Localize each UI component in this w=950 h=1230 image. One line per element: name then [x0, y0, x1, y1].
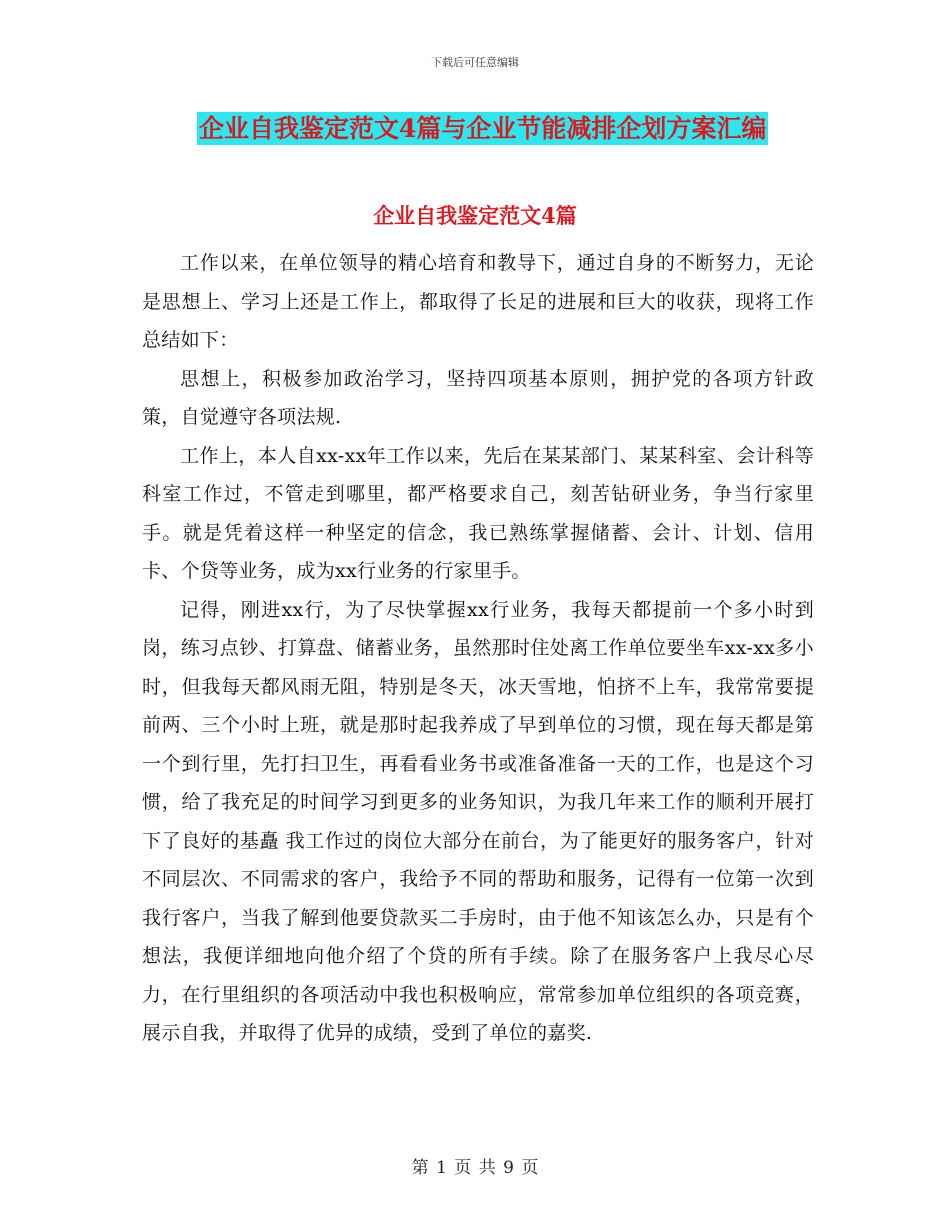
section-title: 企业自我鉴定范文4篇 [373, 203, 577, 228]
paragraph-ideology: 思想上，积极参加政治学习，坚持四项基本原则，拥护党的各项方针政策，自觉遵守各项法规. [142, 367, 814, 428]
document-title: 企业自我鉴定范文4篇与企业节能减排企划方案汇编 [199, 114, 767, 143]
paragraph-work: 工作上，本人自xx-xx年工作以来，先后在某某部门、某某科室、会计科等科室工作过，不管走到哪里，都严格要求自己，刻苦钻研业务，争当行家里手。就是凭着这样一种坚定的信念，我已熟练掌握储蓄、会计、计划、信用卡、个贷等业务，成为xx行业务的行家里手。 [142, 444, 814, 582]
paragraph-memory: 记得，刚进xx行，为了尽快掌握xx行业务，我每天都提前一个多小时到岗，练习点钞、打算盘、储蓄业务，虽然那时住处离工作单位要坐车xx-xx多小时，但我每天都风雨无阻，特别是冬天，冰天雪地，怕挤不上车，我常常要提前两、三个小时上班，就是那时起我养成了早到单位的习惯，现在每天都是第一个到行里，先打扫卫生，再看看业务书或准备准备一天的工作，也是这个习惯，给了我充足的时间学习到更多的业务知识，为我几年来工作的顺利开展打下了良好的基矗 我工作过的岗位大部分在前台，为了能更好的服务客户，针对不同层次、不同需求的客户，我给予不同的帮助和服务，记得有一位第一次到我行客户，当我了解到他要贷款买二手房时，由于他不知该怎么办，只是有个想法，我便详细地向他介绍了个贷的所有手续。除了在服务客户上我尽心尽力，在行里组织的各项活动中我也积极响应，常常参加单位组织的各项竞赛，展示自我，并取得了优异的成绩，受到了单位的嘉奖. [142, 598, 814, 1044]
body-text [142, 244, 814, 1053]
header-note: 下载后可任意编辑 [431, 56, 519, 69]
page-footer: 第 1 页 共 9 页 [411, 1158, 539, 1178]
paragraph-intro: 工作以来，在单位领导的精心培育和教导下，通过自身的不断努力，无论是思想上、学习上还是工作上，都取得了长足的进展和巨大的收获，现将工作总结如下： [142, 252, 814, 351]
